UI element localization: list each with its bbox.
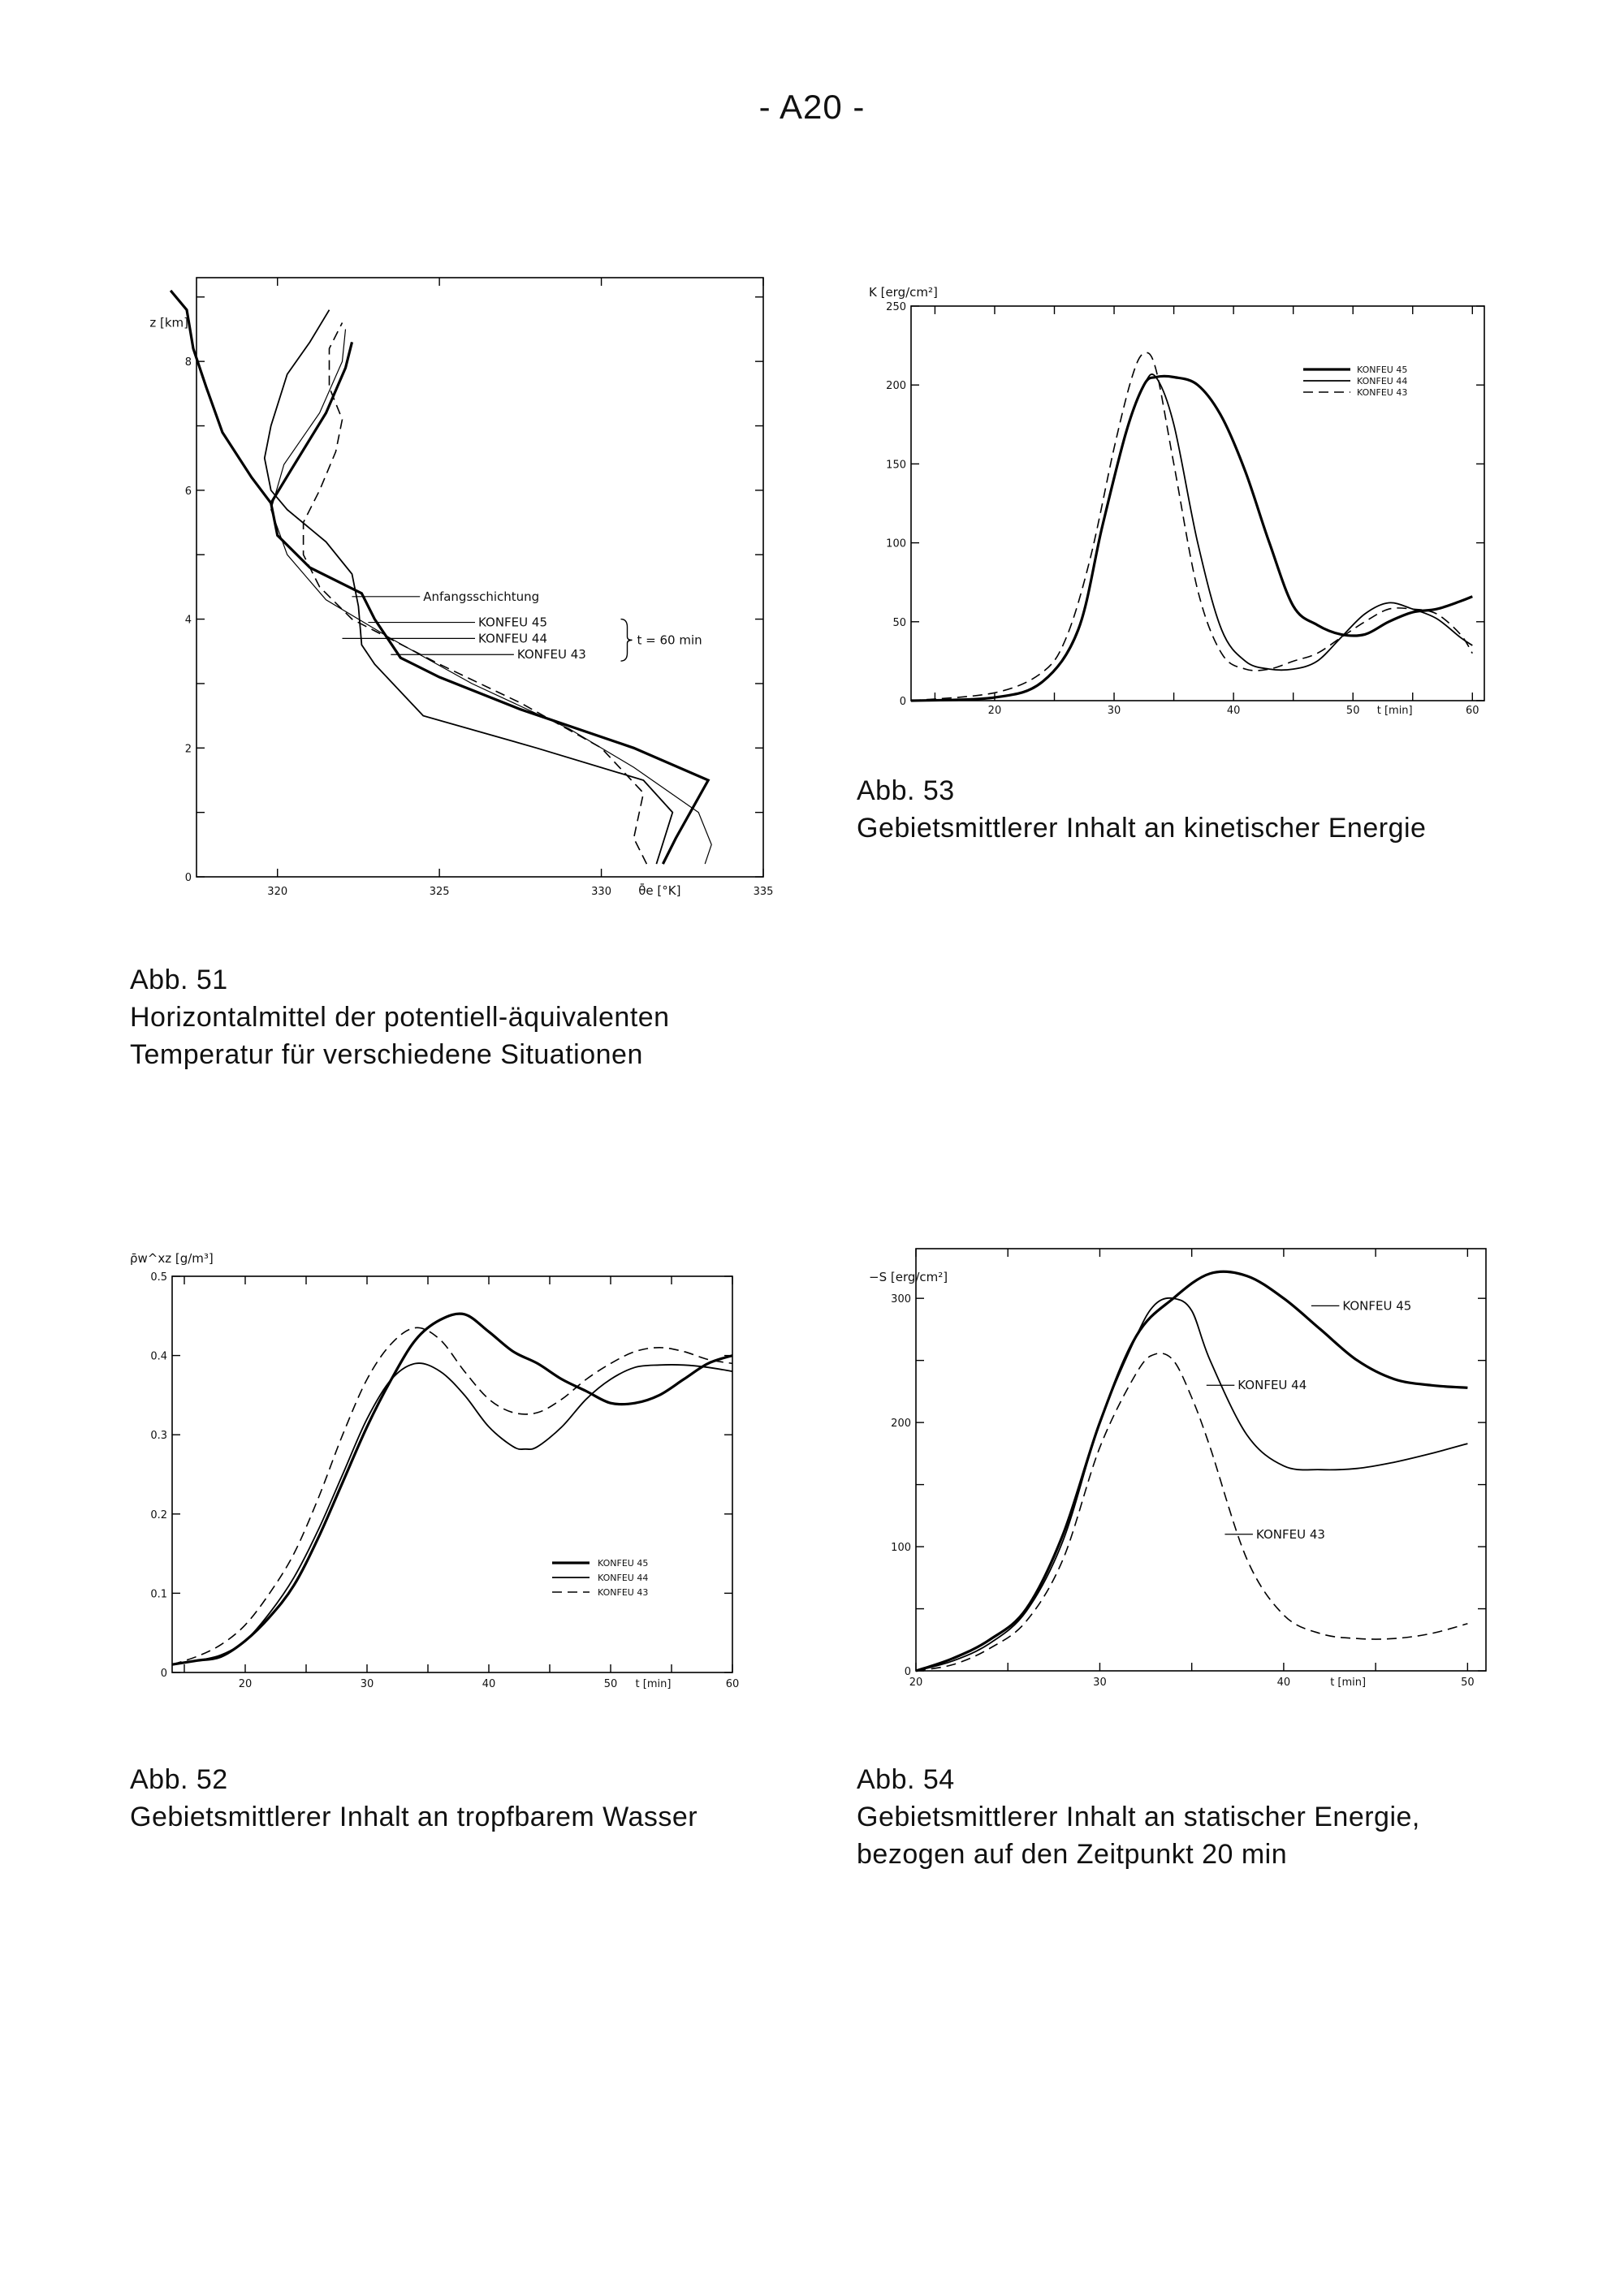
abb53-x-tick-label: 30 [1107,705,1121,717]
abb54-y-tick-label: 100 [891,1542,911,1555]
caption-abb52-label: Abb. 52 [130,1764,228,1795]
abb51-x-axis-label: θ̄e [°K] [638,883,681,898]
abb53-legend-label: KONFEU 45 [1357,365,1408,375]
abb54-y-tick-label: 0 [904,1666,911,1678]
abb54-y-tick-label: 200 [891,1418,911,1431]
abb54-series-label: KONFEU 43 [1255,1526,1325,1542]
abb52-x-tick-label: 30 [360,1678,374,1690]
caption-abb53-label: Abb. 53 [857,775,955,806]
page-number: - A20 - [758,88,866,126]
abb51-y-tick-label: 0 [184,872,192,884]
caption-abb54-line-2: bezogen auf den Zeitpunkt 20 min [857,1838,1288,1870]
abb52-y-tick-label: 0.1 [150,1588,167,1601]
abb54-series-label: KONFEU 45 [1342,1298,1412,1314]
abb52-x-tick-label: 60 [725,1678,740,1690]
abb52-series-konfeu-44 [172,1363,732,1664]
abb53-y-tick-label: 200 [886,380,906,393]
abb54-x-tick-label: 30 [1093,1677,1107,1689]
abb51-series-label: KONFEU 44 [478,631,547,646]
abb53-y-tick-label: 100 [886,537,906,550]
abb52-y-tick-label: 0 [160,1668,167,1680]
abb52-legend-label: KONFEU 44 [598,1573,649,1583]
abb51-y-axis-label: z [km] [149,315,188,330]
abb51-y-tick-label: 2 [184,743,192,756]
abb52-x-tick-label: 40 [482,1678,496,1690]
caption-abb51 [130,962,670,1074]
abb53-x-tick-label: 40 [1226,705,1241,717]
chart-abb52 [114,1226,763,1705]
abb51-series-konfeu-44 [265,310,673,864]
abb54-series-konfeu-44 [916,1298,1467,1671]
abb51-brace [621,619,633,662]
abb52-y-tick-label: 0.4 [150,1350,167,1363]
abb51-brace-label: t = 60 min [637,632,702,648]
abb54-series-label: KONFEU 44 [1237,1378,1307,1393]
abb53-y-tick-label: 0 [899,696,906,708]
abb52-x-axis-label: t [min] [635,1678,672,1690]
abb52-series-konfeu-43 [172,1327,732,1664]
abb54-y-tick-label: 300 [891,1293,911,1306]
abb53-x-axis-label: t [min] [1376,705,1413,717]
caption-abb51-label: Abb. 51 [130,965,228,995]
abb53-y-tick-label: 50 [892,616,906,629]
caption-abb51-line-1: Horizontalmittel der potentiell-äquivalenten [130,1001,670,1033]
abb54-x-tick-label: 40 [1276,1677,1291,1689]
abb52-legend-label: KONFEU 43 [598,1587,649,1598]
abb54-x-tick-label: 20 [909,1677,923,1689]
abb53-y-tick-label: 250 [886,301,906,313]
abb51-series-label: KONFEU 43 [516,647,586,662]
chart-abb51 [122,268,796,909]
abb51-x-tick-label: 320 [267,886,288,898]
abb54-series-konfeu-43 [916,1353,1467,1671]
abb51-y-tick-label: 4 [184,614,192,627]
abb52-y-tick-label: 0.2 [150,1508,167,1521]
abb53-y-tick-label: 150 [886,459,906,472]
abb53-x-tick-label: 20 [987,705,1002,717]
caption-abb54 [857,1762,1420,1874]
abb52-y-axis-label: ρ̄w^xz [g/m³] [130,1251,214,1266]
abb53-y-axis-label: K [erg/cm²] [869,285,938,300]
abb54-x-tick-label: 50 [1461,1677,1475,1689]
abb51-series-label: KONFEU 45 [478,615,547,630]
caption-abb52-line-1: Gebietsmittlerer Inhalt an tropfbarem Wasser [130,1801,698,1832]
abb51-y-tick-label: 6 [184,485,192,498]
abb53-x-tick-label: 50 [1345,705,1360,717]
caption-abb54-label: Abb. 54 [857,1764,955,1795]
caption-abb53-line-1: Gebietsmittlerer Inhalt an kinetischer Energie [857,812,1427,844]
abb53-series-konfeu-44 [911,374,1472,701]
abb54-y-axis-label: −S [erg/cm²] [869,1270,948,1284]
abb51-x-tick-label: 335 [753,886,774,898]
abb52-y-tick-label: 0.3 [150,1430,167,1443]
abb52-legend-label: KONFEU 45 [598,1558,649,1569]
abb54-series-konfeu-45 [916,1271,1467,1671]
abb51-x-tick-label: 330 [591,886,611,898]
caption-abb54-line-1: Gebietsmittlerer Inhalt an statischer Energie, [857,1801,1420,1832]
abb52-plot-frame [172,1276,732,1672]
abb52-y-tick-label: 0.5 [150,1271,167,1284]
abb53-series-konfeu-45 [911,376,1472,701]
caption-abb53 [857,773,1426,848]
caption-abb51-line-2: Temperatur für verschiedene Situationen [130,1038,643,1070]
abb51-series-label: Anfangsschichtung [423,589,540,604]
abb53-legend-label: KONFEU 43 [1357,387,1408,398]
abb54-x-axis-label: t [min] [1330,1677,1367,1689]
chart-abb54 [853,1226,1518,1713]
abb52-x-tick-label: 50 [603,1678,618,1690]
chart-abb53 [853,280,1502,751]
abb51-x-tick-label: 325 [429,886,450,898]
abb51-plot-frame [197,278,763,877]
abb51-y-tick-label: 8 [184,356,192,369]
abb53-legend-label: KONFEU 44 [1357,376,1408,386]
abb53-series-konfeu-43 [911,352,1472,701]
abb52-x-tick-label: 20 [238,1678,253,1690]
caption-abb52 [130,1762,698,1836]
abb53-x-tick-label: 60 [1466,705,1479,717]
